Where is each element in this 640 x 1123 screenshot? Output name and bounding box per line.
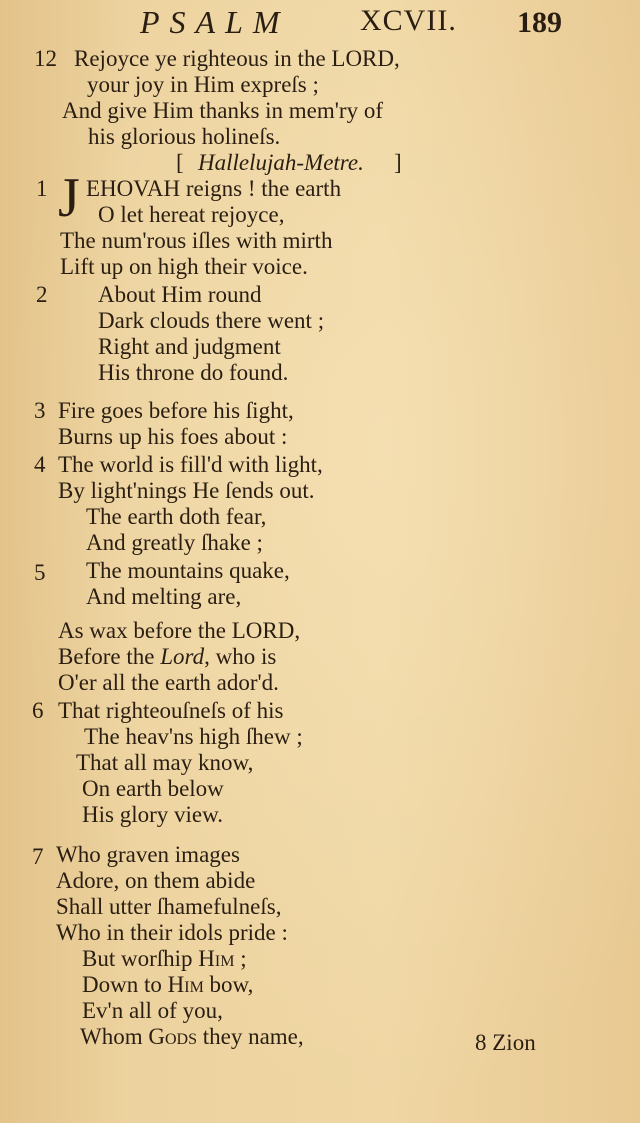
verse-line — [82, 946, 247, 972]
verse-line: Adore, on them abide — [56, 868, 256, 893]
verse-number: 3 — [34, 398, 46, 423]
verse-text: Whom — [80, 1024, 143, 1049]
verse-line: His throne do found. — [98, 360, 289, 385]
metre-label: Hallelujah-Metre. — [198, 150, 364, 175]
verse-text: ; — [234, 946, 247, 971]
psalm-number: XCVII. — [360, 4, 457, 37]
verse-line: O'er all the earth ador'd. — [58, 670, 279, 695]
verse-line: Fire goes before his ſight, — [58, 398, 294, 423]
verse-line: That righteouſneſs of his — [58, 698, 284, 723]
drop-cap: J — [58, 167, 80, 229]
verse-line: The earth doth fear, — [86, 504, 267, 529]
verse-line: your joy in Him expreſs ; — [87, 72, 319, 97]
running-title: PSALM — [140, 4, 290, 40]
verse-line: Dark clouds there went ; — [98, 308, 325, 333]
him-small-caps: Him — [198, 946, 235, 971]
verse-line — [80, 1024, 304, 1050]
verse-line: And give Him thanks in mem'ry of — [62, 98, 383, 123]
verse-line: The heav'ns high ſhew ; — [84, 724, 303, 749]
verse-text: bow, — [203, 972, 254, 997]
verse-line: Lift up on high their voice. — [60, 254, 308, 279]
verse-text: But worſhip — [82, 946, 193, 971]
verse-line: Right and judgment — [98, 334, 281, 359]
verse-line: As wax before the LORD, — [58, 618, 301, 643]
verse-line: Rejoyce ye righteous in the LORD, — [74, 46, 400, 71]
verse-number: 4 — [34, 452, 46, 477]
verse-line: And melting are, — [86, 584, 242, 609]
verse-line: Burns up his foes about : — [58, 424, 288, 449]
metre-bracket-close: ] — [394, 150, 402, 175]
verse-text: , who is — [204, 644, 277, 669]
verse-number: 7 — [32, 844, 44, 869]
page-number: 189 — [517, 6, 562, 39]
verse-text: they name, — [196, 1024, 304, 1049]
lord-italic: Lord — [160, 644, 205, 669]
verse-line: Who in their idols pride : — [56, 920, 288, 945]
verse-line: Who graven images — [56, 842, 240, 867]
catchword: 8 Zion — [475, 1030, 536, 1055]
verse-line: About Him round — [98, 282, 262, 307]
him-small-caps: Him — [167, 972, 204, 997]
verse-line: Ev'n all of you, — [82, 998, 223, 1023]
verse-line: And greatly ſhake ; — [86, 530, 263, 555]
verse-number: 2 — [36, 282, 48, 307]
verse-line: The world is fill'd with light, — [58, 452, 323, 477]
verse-line — [82, 972, 253, 998]
verse-line: The num'rous iſles with mirth — [60, 228, 333, 253]
verse-line: his glorious holineſs. — [88, 124, 281, 149]
running-header — [0, 4, 640, 44]
verse-line: That all may know, — [76, 750, 254, 775]
verse-text: Down to — [82, 972, 162, 997]
verse-line: On earth below — [82, 776, 224, 801]
verse-line: Shall utter ſhamefulneſs, — [56, 894, 282, 919]
verse-line — [58, 644, 276, 670]
gods-small-caps: Gods — [148, 1024, 197, 1049]
verse-line: EHOVAH reigns ! the earth — [86, 176, 342, 201]
verse-text: Before the — [58, 644, 155, 669]
verse-number: 5 — [34, 560, 46, 585]
verse-number: 12 — [34, 46, 57, 71]
verse-number: 6 — [32, 698, 44, 723]
verse-number: 1 — [36, 176, 48, 201]
verse-line: His glory view. — [82, 802, 223, 827]
verse-line: The mountains quake, — [86, 558, 290, 583]
metre-bracket-open: [ — [176, 150, 184, 175]
verse-line: O let hereat rejoyce, — [98, 202, 285, 227]
verse-line: By light'nings He ſends out. — [58, 478, 315, 503]
